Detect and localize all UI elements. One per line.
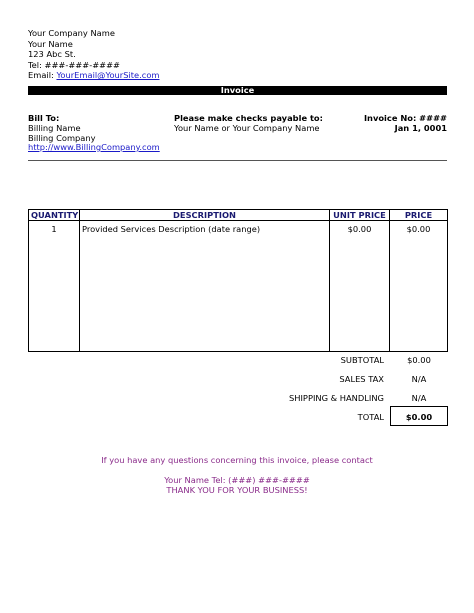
invoice-banner: Invoice (28, 86, 447, 95)
sales-tax-label: SALES TAX (339, 374, 384, 384)
company-email-row (28, 70, 159, 81)
footer-thanks: THANK YOU FOR YOUR BUSINESS! (166, 485, 308, 495)
billing-name: Billing Name (28, 123, 81, 133)
header-price: PRICE (390, 210, 448, 221)
payable-value: Your Name or Your Company Name (174, 123, 320, 133)
company-email-link[interactable]: YourEmail@YourSite.com (56, 70, 160, 81)
company-tel: Tel: ###-###-#### (28, 59, 121, 70)
table-header-row (29, 210, 448, 221)
cell-quantity: 1 (29, 221, 80, 352)
footer-contact: Your Name Tel: (###) ###-#### (164, 475, 310, 485)
payable-heading: Please make checks payable to: (174, 113, 323, 123)
invoice-date: Jan 1, 0001 (394, 123, 447, 133)
total-value: $0.00 (405, 412, 433, 422)
shipping-label: SHIPPING & HANDLING (288, 393, 384, 403)
company-name: Your Company Name (28, 28, 115, 38)
subtotal-label: SUBTOTAL (340, 355, 384, 365)
billing-company: Billing Company (28, 133, 96, 143)
company-block (28, 28, 159, 81)
company-contact-name: Your Name (28, 38, 73, 49)
items-table (28, 209, 448, 352)
subtotal-value: $0.00 (407, 355, 431, 365)
section-divider (28, 160, 447, 161)
header-unit-price: UNIT PRICE (330, 210, 390, 221)
header-quantity: QUANTITY (29, 210, 80, 221)
cell-price: $0.00 (390, 221, 448, 352)
table-row (29, 221, 448, 352)
billing-url-link[interactable]: http://www.BillingCompany.com (28, 142, 160, 152)
cell-unit-price: $0.00 (330, 221, 390, 352)
company-address: 123 Abc St. (28, 49, 76, 60)
footer-question: If you have any questions concerning this invoice, please contact (101, 455, 373, 465)
company-email-label: Email: (28, 70, 57, 81)
shipping-value: N/A (411, 393, 427, 403)
total-label: TOTAL (357, 412, 384, 422)
sales-tax-value: N/A (411, 374, 427, 384)
invoice-number: Invoice No: #### (363, 113, 447, 123)
bill-to-heading: Bill To: (28, 113, 60, 123)
header-description: DESCRIPTION (80, 210, 330, 221)
cell-description: Provided Services Description (date range) (80, 221, 330, 352)
